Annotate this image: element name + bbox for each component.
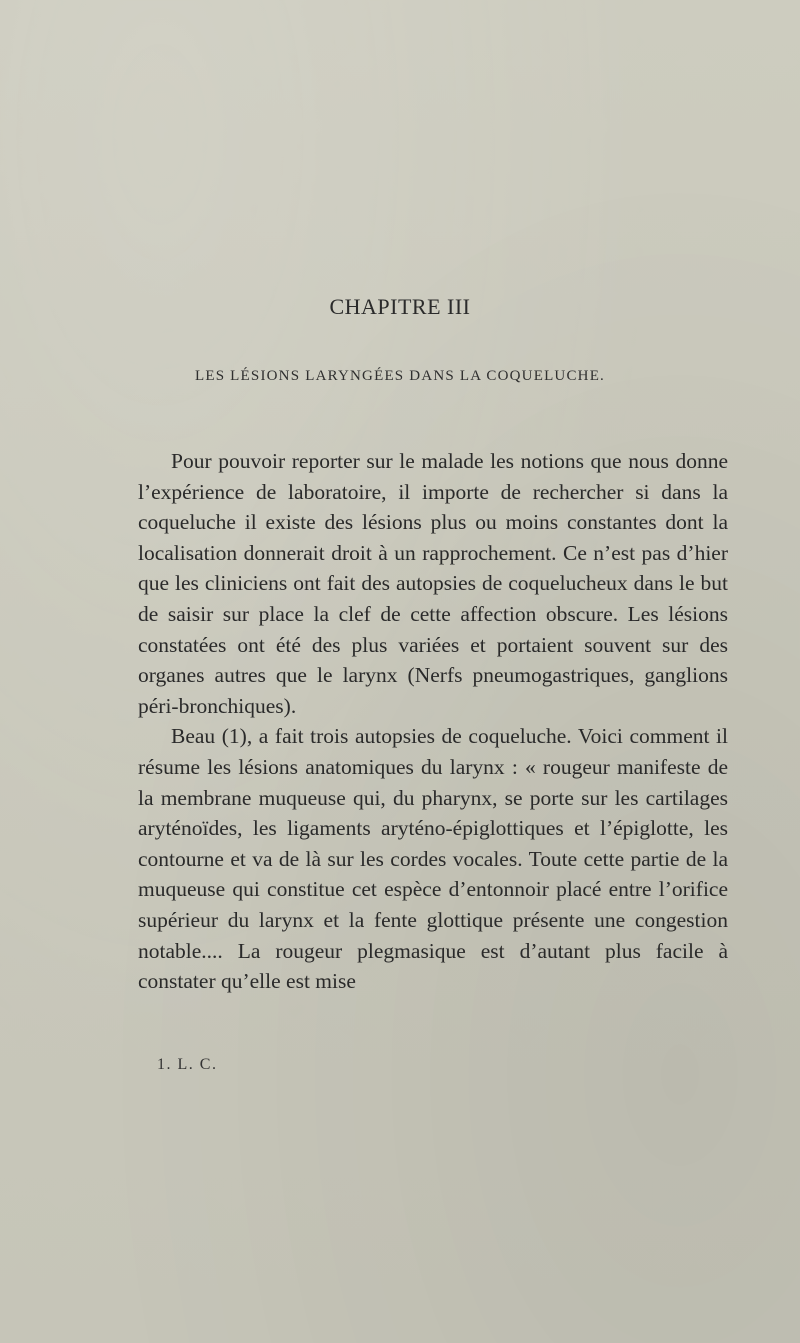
- body-text: [138, 446, 728, 997]
- chapter-title: CHAPITRE III: [329, 294, 471, 319]
- bleed-through-text: [140, 180, 740, 205]
- paragraph: Beau (1), a fait trois autopsies de coqueluche. Voici comment il résume les lésions anatomiques du larynx : « rougeur manifeste de la membrane muqueuse qui, du pharynx, se porte sur les cartilages aryténoïdes, les ligaments aryténo-épiglottiques et l’épiglotte, les contourne et va de là sur les cordes vocales. Toute cette partie de la muqueuse qui constitue cet espèce d’entonnoir placé entre l’orifice supérieur du larynx et la fente glottique présente une congestion notable.... La rougeur plegmasique est d’autant plus facile à constater qu’elle est mise: [138, 724, 728, 994]
- chapter-subtitle: LES LÉSIONS LARYNGÉES DANS LA COQUELUCHE.: [194, 368, 606, 384]
- paragraph: Pour pouvoir reporter sur le malade les notions que nous donne l’expérience de laboratoire, il importe de rechercher si dans la coqueluche il existe des lésions plus ou moins constantes dont la localisation donnerait droit à un rapprochement. Ce n’est pas d’hier que les cliniciens ont fait des autopsies de coquelucheux dans le but de saisir sur place la clef de cette affection obscure. Les lésions constatées ont été des plus variées et portaient souvent sur des organes autres que le larynx (Nerfs pneumogastriques, ganglions péri-bronchiques).: [138, 449, 728, 718]
- footnote: 1. L. C.: [157, 1056, 218, 1073]
